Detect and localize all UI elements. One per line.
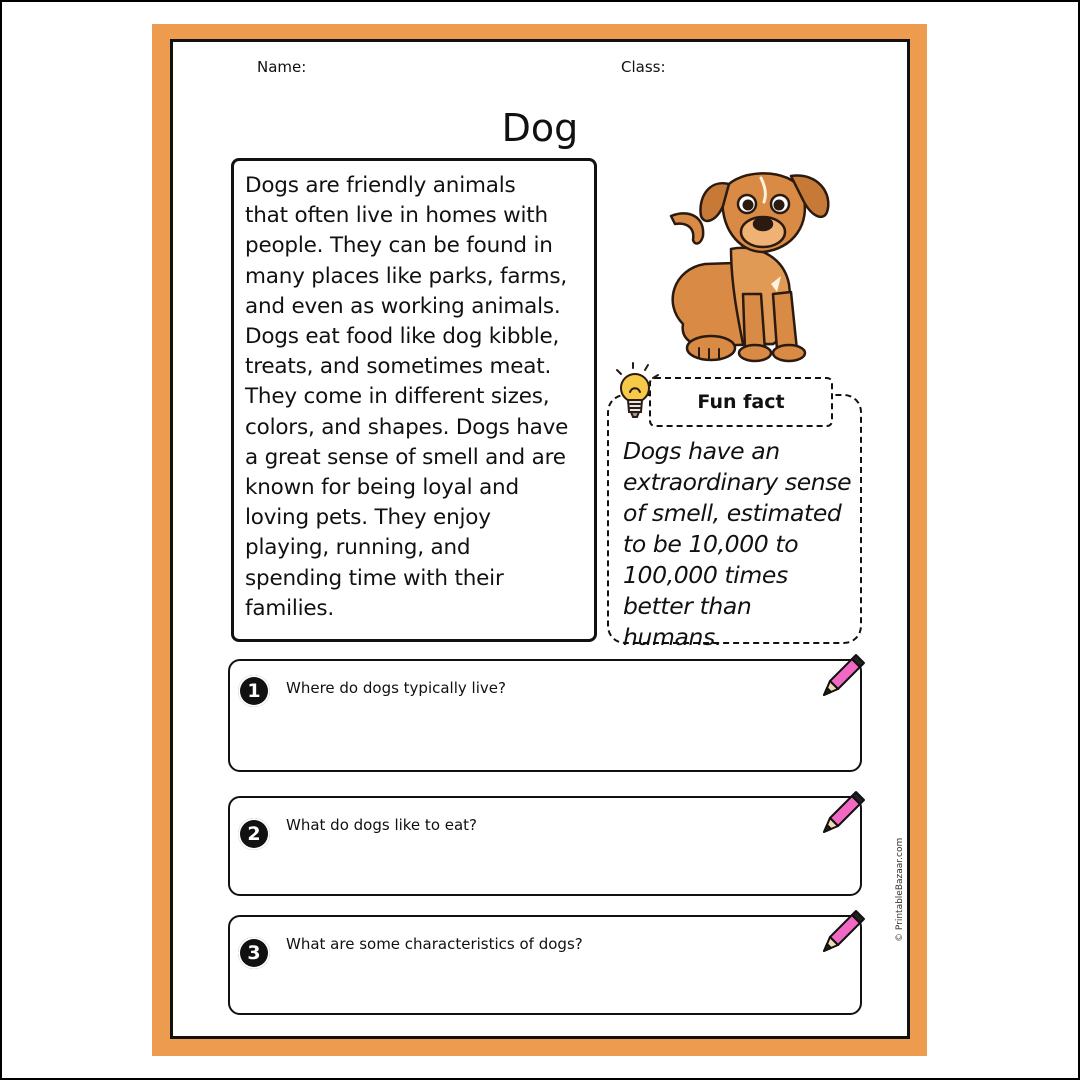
passage-line: known for being loyal and: [245, 475, 519, 501]
passage-line: They come in different sizes,: [245, 384, 550, 410]
fun-fact-line: better than: [623, 592, 752, 620]
class-label: Class:: [621, 58, 666, 76]
passage-line: playing, running, and: [245, 535, 471, 561]
fun-fact-line: Dogs have an: [623, 437, 780, 465]
passage-line: colors, and shapes. Dogs have: [245, 414, 569, 440]
fun-fact-line: humans.: [623, 623, 722, 651]
worksheet-border: [152, 24, 927, 1056]
passage-line: treats, and sometimes meat.: [245, 354, 552, 380]
passage-line: a great sense of smell and are: [245, 444, 566, 470]
passage-line: spending time with their: [245, 565, 504, 591]
dog-icon: [643, 154, 843, 364]
lightbulb-icon: [613, 362, 661, 424]
pencil-icon: [816, 651, 866, 699]
question-box-1[interactable]: [228, 659, 862, 772]
question-box-2[interactable]: [228, 796, 862, 896]
worksheet: [170, 39, 910, 1039]
question-text: What are some characteristics of dogs?: [286, 935, 583, 953]
passage-line: that often live in homes with: [245, 203, 548, 229]
passage-line: many places like parks, farms,: [245, 263, 568, 289]
fun-fact-title: Fun fact: [649, 377, 833, 427]
question-number: 2: [238, 818, 270, 850]
passage-line: people. They can be found in: [245, 233, 553, 259]
reading-passage: [231, 158, 597, 642]
passage-line: Dogs eat food like dog kibble,: [245, 324, 560, 350]
question-text: Where do dogs typically live?: [286, 679, 506, 697]
question-number: 3: [238, 937, 270, 969]
fun-fact-box: [607, 394, 862, 651]
passage-line: and even as working animals.: [245, 293, 561, 319]
passage-text: [245, 171, 584, 624]
fun-fact-line: to be 10,000 to: [623, 530, 799, 558]
fun-fact-line: 100,000 times: [623, 561, 788, 589]
copyright-credit: © PrintableBazaar.com: [895, 837, 905, 942]
question-text: What do dogs like to eat?: [286, 816, 478, 834]
passage-line: families.: [245, 595, 335, 621]
passage-line: loving pets. They enjoy: [245, 505, 491, 531]
page-title: Dog: [501, 106, 579, 150]
fun-fact-text: [623, 436, 868, 653]
pencil-icon: [816, 907, 866, 955]
name-label: Name:: [257, 58, 307, 76]
question-box-3[interactable]: [228, 915, 862, 1015]
question-number: 1: [238, 675, 270, 707]
pencil-icon: [816, 788, 866, 836]
passage-line: Dogs are friendly animals: [245, 173, 516, 198]
fun-fact-line: of smell, estimated: [623, 499, 842, 527]
fun-fact-line: extraordinary sense: [623, 468, 852, 496]
